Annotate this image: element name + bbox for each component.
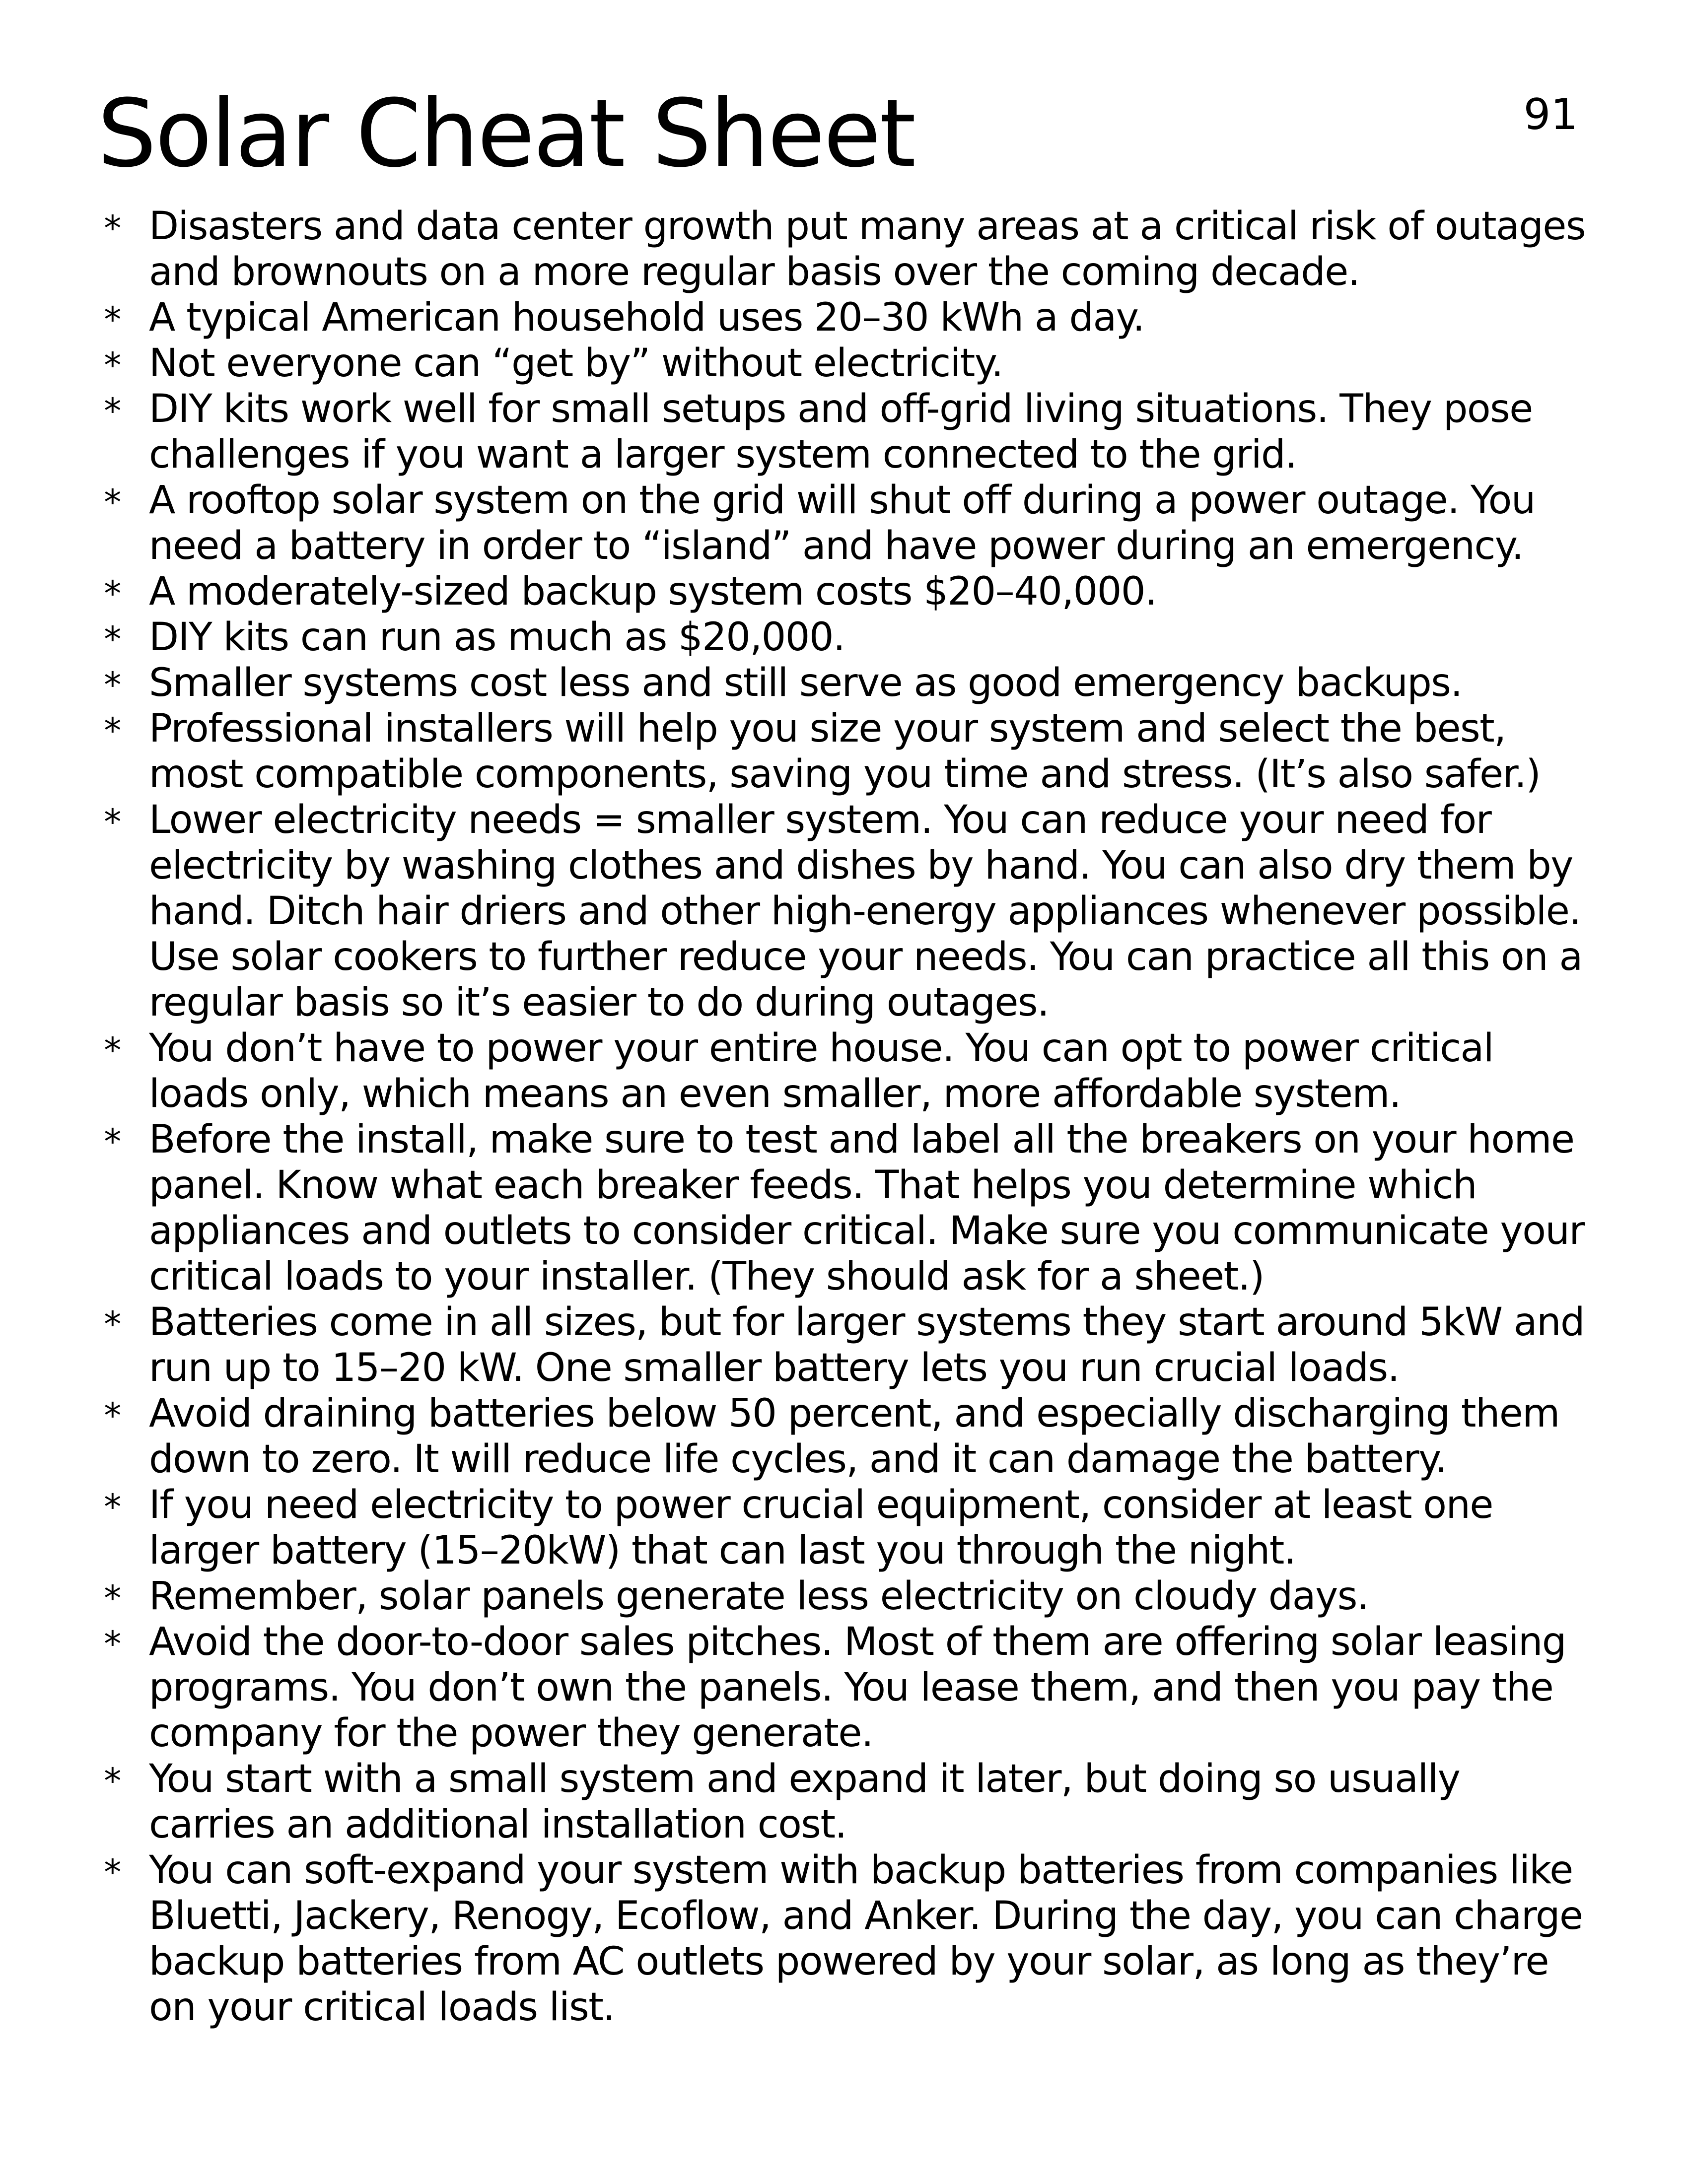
bullet-item xyxy=(97,1299,1592,1391)
bullet-item xyxy=(97,1391,1592,1482)
asterisk-bullet-icon: * xyxy=(104,1121,121,1162)
asterisk-bullet-icon: * xyxy=(104,299,121,340)
asterisk-bullet-icon: * xyxy=(104,573,121,614)
asterisk-bullet-icon: * xyxy=(104,1304,121,1345)
bullet-text: You don’t have to power your entire house. You can opt to power critical loads only, which means an even smaller, more affordable system. xyxy=(149,1026,1493,1116)
bullet-text: Avoid draining batteries below 50 percent, and especially discharging them down to zero. It will reduce life cycles, and it can damage the battery. xyxy=(149,1391,1559,1482)
bullet-item xyxy=(97,1025,1592,1117)
bullet-text: Disasters and data center growth put many areas at a critical risk of outages and brownouts on a more regular basis over the coming decade. xyxy=(149,204,1585,294)
bullet-item xyxy=(97,614,1592,660)
bullet-item xyxy=(97,1117,1592,1299)
asterisk-bullet-icon: * xyxy=(104,482,121,523)
bullet-text: Not everyone can “get by” without electricity. xyxy=(149,341,1003,386)
bullet-item xyxy=(97,1573,1592,1619)
asterisk-bullet-icon: * xyxy=(104,1578,121,1619)
asterisk-bullet-icon: * xyxy=(104,1030,121,1071)
bullet-text: A rooftop solar system on the grid will shut off during a power outage. You need a battery in order to “island” and have power during an emergency. xyxy=(149,478,1535,568)
bullet-item xyxy=(97,204,1592,295)
bullet-text: DIY kits can run as much as $20,000. xyxy=(149,615,845,660)
asterisk-bullet-icon: * xyxy=(104,208,121,249)
asterisk-bullet-icon: * xyxy=(104,665,121,705)
bullet-text: Remember, solar panels generate less electricity on cloudy days. xyxy=(149,1574,1369,1619)
asterisk-bullet-icon: * xyxy=(104,802,121,842)
bullet-text: You start with a small system and expand it later, but doing so usually carries an additional installation cost. xyxy=(149,1757,1460,1847)
bullet-item xyxy=(97,797,1592,1025)
asterisk-bullet-icon: * xyxy=(104,1487,121,1527)
bullet-item xyxy=(97,295,1592,341)
asterisk-bullet-icon: * xyxy=(104,1852,121,1893)
bullet-text: A moderately-sized backup system costs $20–40,000. xyxy=(149,569,1157,614)
bullet-item xyxy=(97,1847,1592,2030)
asterisk-bullet-icon: * xyxy=(104,1395,121,1436)
bullet-text: If you need electricity to power crucial equipment, consider at least one larger battery (15–20kW) that can last you through the night. xyxy=(149,1483,1493,1573)
bullet-text: Before the install, make sure to test and label all the breakers on your home panel. Know what each breaker feeds. That helps you determine which appliances and outlets to consider critical. Make sure you communicate your critical loads to your installer. (They should ask for a sheet.) xyxy=(149,1117,1584,1299)
page-number: 91 xyxy=(1523,90,1578,139)
bullet-item xyxy=(97,1756,1592,1847)
asterisk-bullet-icon: * xyxy=(104,345,121,386)
bullet-text: You can soft-expand your system with backup batteries from companies like Bluetti, Jackery, Renogy, Ecoflow, and Anker. During the day, you can charge backup batteries from AC outlets powered by your solar, as long as they’re on your critical loads list. xyxy=(149,1848,1583,2030)
bullet-text: DIY kits work well for small setups and off-grid living situations. They pose challenges if you want a larger system connected to the grid. xyxy=(149,387,1533,477)
bullet-item xyxy=(97,569,1592,614)
bullet-item xyxy=(97,706,1592,797)
bullet-text: Batteries come in all sizes, but for larger systems they start around 5kW and run up to 15–20 kW. One smaller battery lets you run crucial loads. xyxy=(149,1300,1585,1390)
bullet-text: Professional installers will help you size your system and select the best, most compatible components, saving you time and stress. (It’s also safer.) xyxy=(149,706,1541,797)
bullet-item xyxy=(97,1619,1592,1756)
asterisk-bullet-icon: * xyxy=(104,1624,121,1664)
bullet-item xyxy=(97,660,1592,706)
bullet-item xyxy=(97,341,1592,386)
bullet-item xyxy=(97,1482,1592,1573)
asterisk-bullet-icon: * xyxy=(104,619,121,660)
bullet-text: Avoid the door-to-door sales pitches. Most of them are offering solar leasing programs. You don’t own the panels. You lease them, and then you pay the company for the power they generate. xyxy=(149,1620,1566,1756)
asterisk-bullet-icon: * xyxy=(104,391,121,431)
bullet-text: Smaller systems cost less and still serve as good emergency backups. xyxy=(149,661,1462,705)
bullet-item xyxy=(97,478,1592,569)
page-title: Solar Cheat Sheet xyxy=(97,79,915,188)
asterisk-bullet-icon: * xyxy=(104,710,121,751)
bullet-text: Lower electricity needs = smaller system. You can reduce your need for electricity by washing clothes and dishes by hand. You can also dry them by hand. Ditch hair driers and other high-energy appliances whenever possible. Use solar cookers to further reduce your needs. You can practice all this on a regular basis so it’s easier to do during outages. xyxy=(149,798,1582,1025)
bullet-item xyxy=(97,386,1592,478)
asterisk-bullet-icon: * xyxy=(104,1761,121,1801)
bullet-text: A typical American household uses 20–30 kWh a day. xyxy=(149,295,1144,340)
bullet-list xyxy=(97,204,1592,2030)
